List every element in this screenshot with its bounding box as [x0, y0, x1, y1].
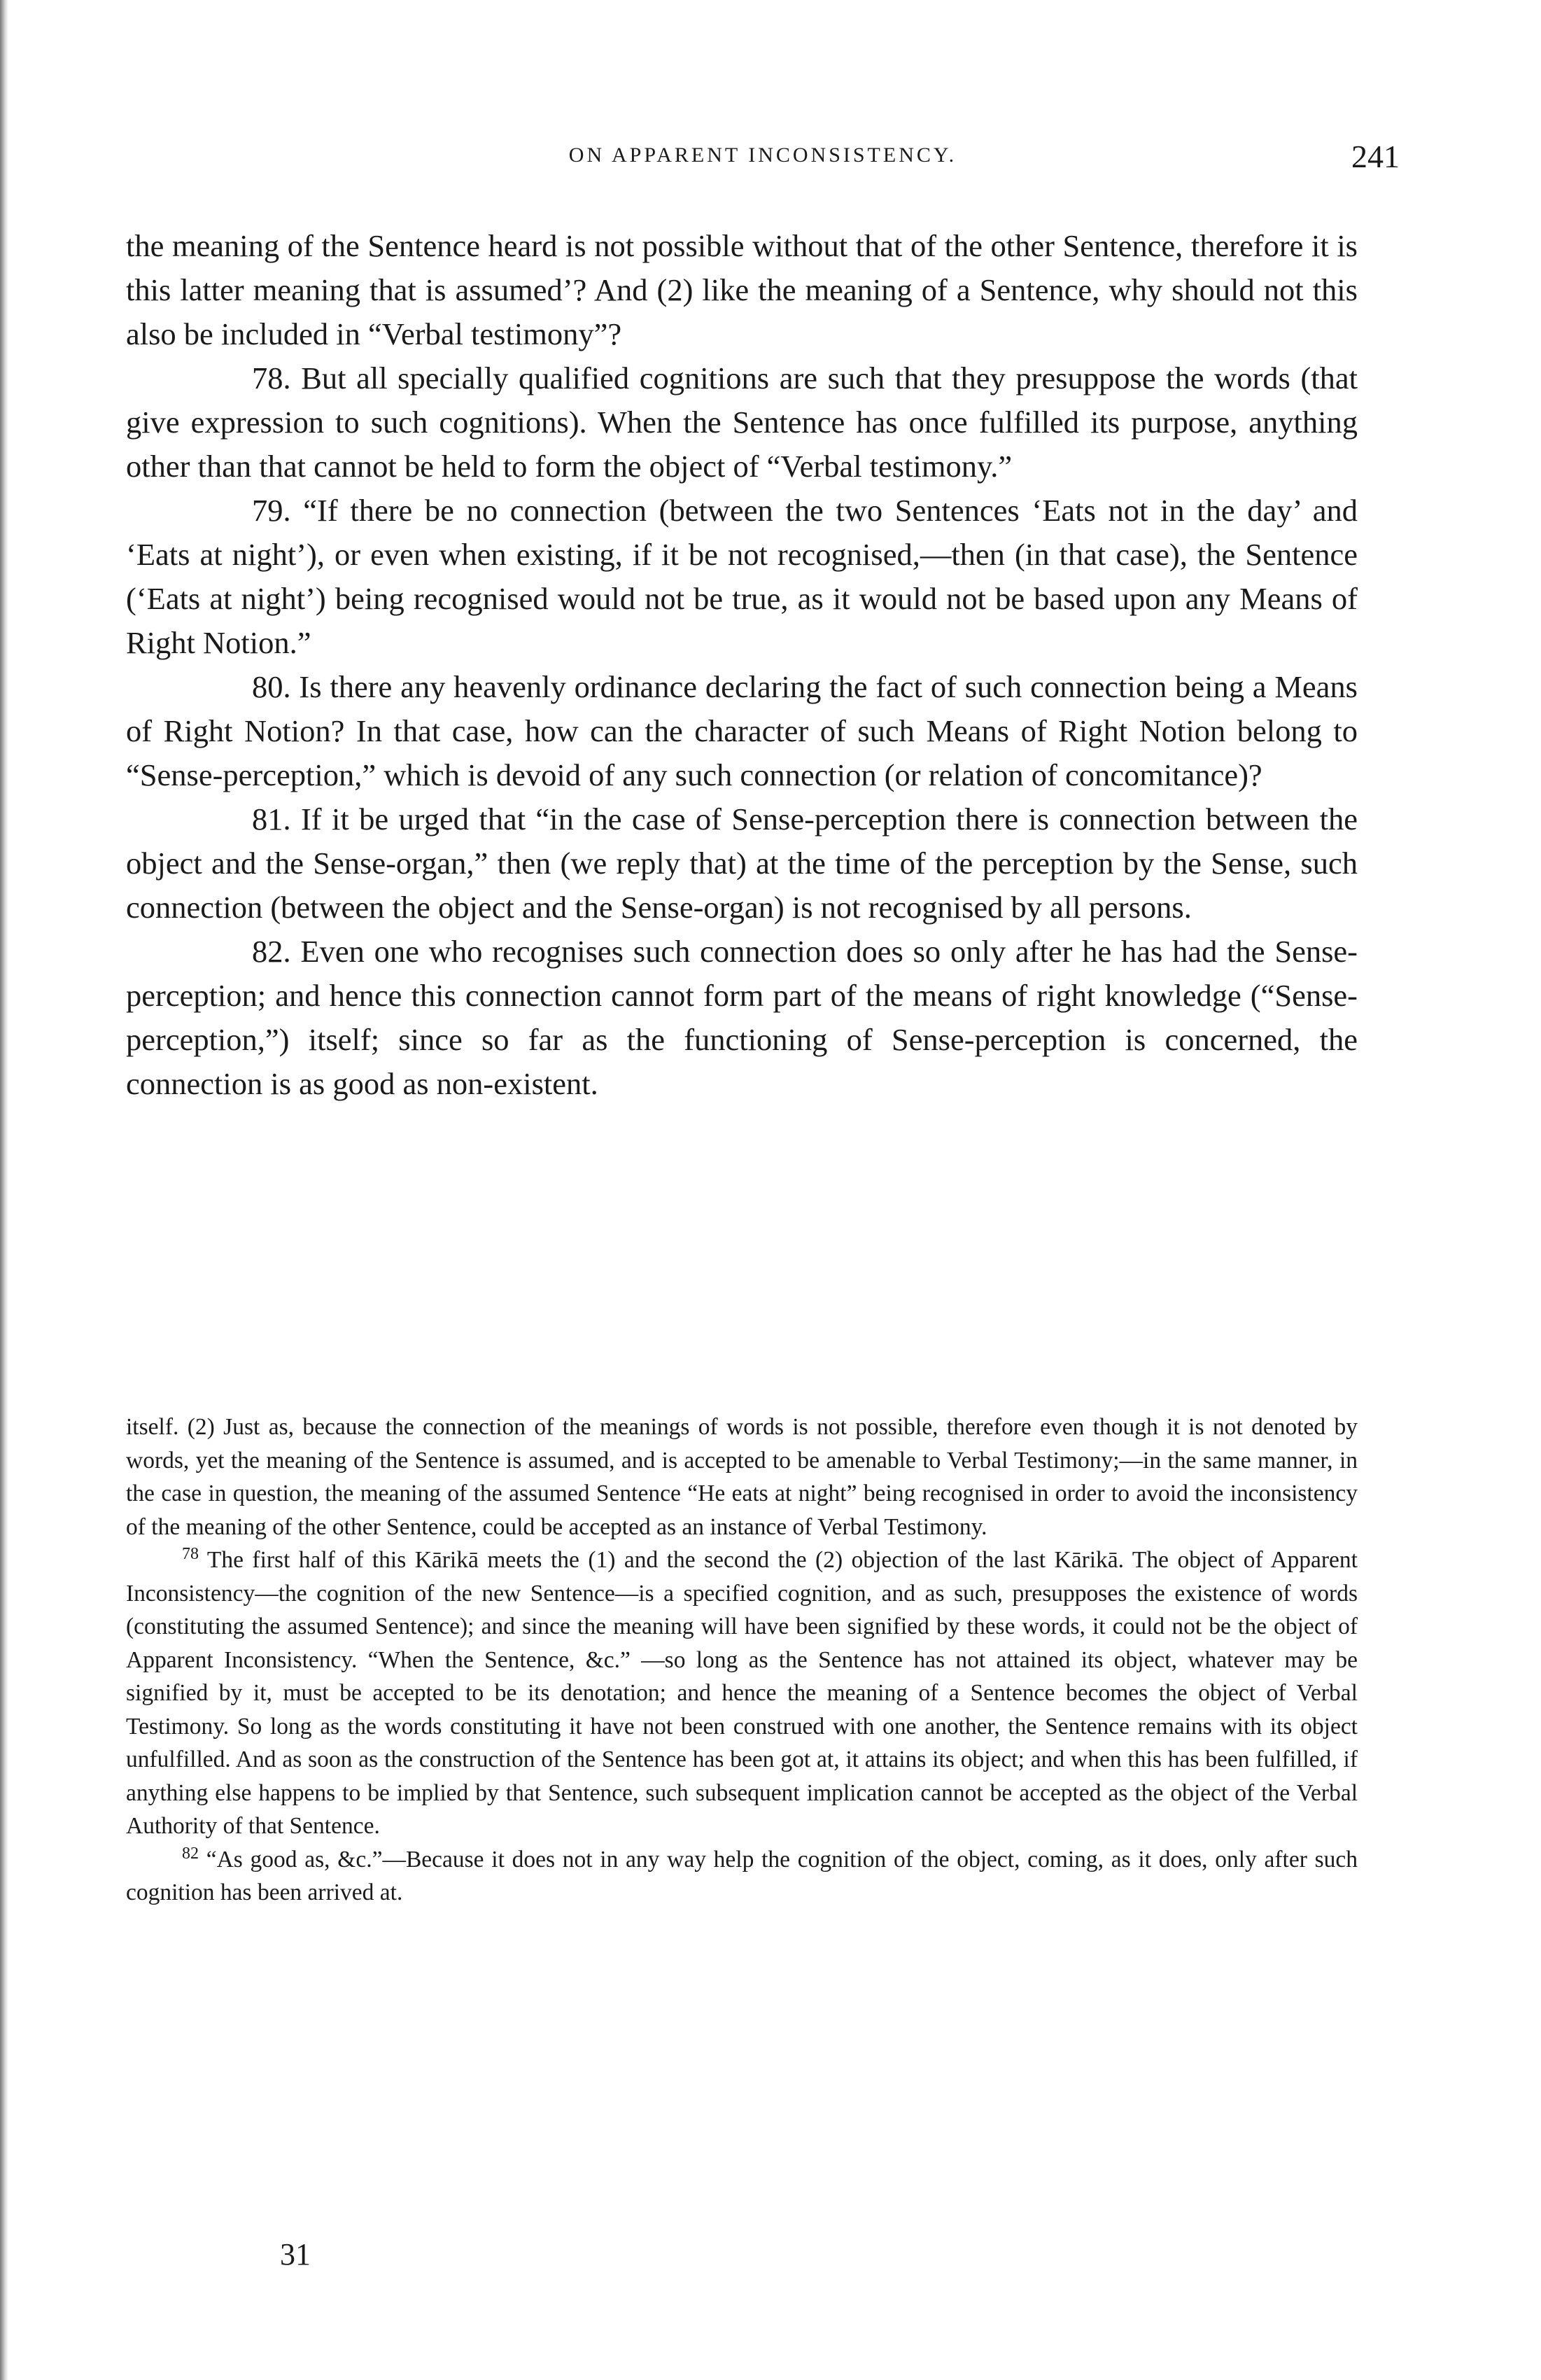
karika-80: 80. Is there any heavenly ordinance declaring the fact of such connection being a Means of Right Notion? In that case, how can the character of such Means of Right Notion belong to “Sense-perception,” which is devoid of any such connection (or relation of concomitance)? — [126, 669, 1358, 792]
scan-edge-shadow — [0, 0, 8, 2380]
main-text — [126, 224, 1358, 1106]
karika-79: 79. “If there be no connection (between the two Sentences ‘Eats not in the day’ and ‘Eats at night’), or even when existing, if it be not recognised,—then (in that case), the Sentence (‘Eats at night’) being recognised would not be true, as it would not be based upon any Means of Right Notion.” — [126, 493, 1358, 660]
footnotes — [126, 1410, 1358, 1910]
footnote-78 — [126, 1544, 1358, 1843]
footnote-78-number: 78 — [182, 1544, 199, 1563]
footnote-78-text: The first half of this Kārikā meets the (1) and the second the (2) objection of the last Kārikā. The object of Apparent Inconsistency—the cognition of the new Sentence—is a specified cognition, and as such, presupposes the existence of words (constituting the assumed Sentence); and since the meaning will have been signified by these words, it could not be the object of Apparent Inconsistency. “When the Sentence, &c.” —so long as the Sentence has not attained its object, whatever may be signified by it, must be accepted to be its denotation; and hence the meaning of a Sentence becomes the object of Verbal Testimony. So long as the words constituting it have not been construed with one another, the Sentence remains with its object unfulfilled. And as soon as the construction of the Sentence has been got at, it attains its object; and when this has been fulfilled, if anything else happens to be implied by that Sentence, such subsequent implication cannot be accepted as the object of the Verbal Authority of that Sentence. — [126, 1547, 1358, 1839]
footnote-continuation: itself. (2) Just as, because the connection of the meanings of words is not possible, therefore even though it is not denoted by words, yet the meaning of the Sentence is assumed, and is accepted to be amenable to Verbal Testimony;—in the same manner, in the case in question, the meaning of the assumed Sentence “He eats at night” being recognised in order to avoid the inconsistency of the meaning of the other Sentence, could be accepted as an instance of Verbal Testimony. — [126, 1414, 1358, 1540]
karika-81: 81. If it be urged that “in the case of Sense-perception there is connection between the object and the Sense-organ,” then (we reply that) at the time of the perception by the Sense, such connection (between the object and the Sense-organ) is not recognised by all persons. — [126, 802, 1358, 925]
printer-signature: 31 — [280, 2237, 311, 2272]
running-head: ON APPARENT INCONSISTENCY. — [568, 144, 957, 167]
footnote-82 — [126, 1843, 1358, 1910]
karika-82: 82. Even one who recognises such connection does so only after he has had the Sense-perception; and hence this connection cannot form part of the means of right knowledge (“Sense-perception,”) itself; since so far as the functioning of Sense-perception is concerned, the connection is as good as non-existent. — [126, 934, 1358, 1101]
continued-paragraph: the meaning of the Sentence heard is not possible without that of the other Sentence, therefore it is this latter meaning that is assumed’? And (2) like the meaning of a Sentence, why should not this also be included in “Verbal testimony”? — [126, 228, 1358, 351]
footnote-82-text: “As good as, &c.”—Because it does not in any way help the cognition of the object, coming, as it does, only after such cognition has been arrived at. — [126, 1846, 1358, 1905]
page-number: 241 — [1351, 139, 1400, 174]
karika-78: 78. But all specially qualified cognitions are such that they presuppose the words (that give expression to such cognitions). When the Sentence has once fulfilled its purpose, anything other than that cannot be held to form the object of “Verbal testimony.” — [126, 360, 1358, 484]
page-header — [126, 139, 1400, 192]
footnote-82-number: 82 — [182, 1844, 199, 1863]
